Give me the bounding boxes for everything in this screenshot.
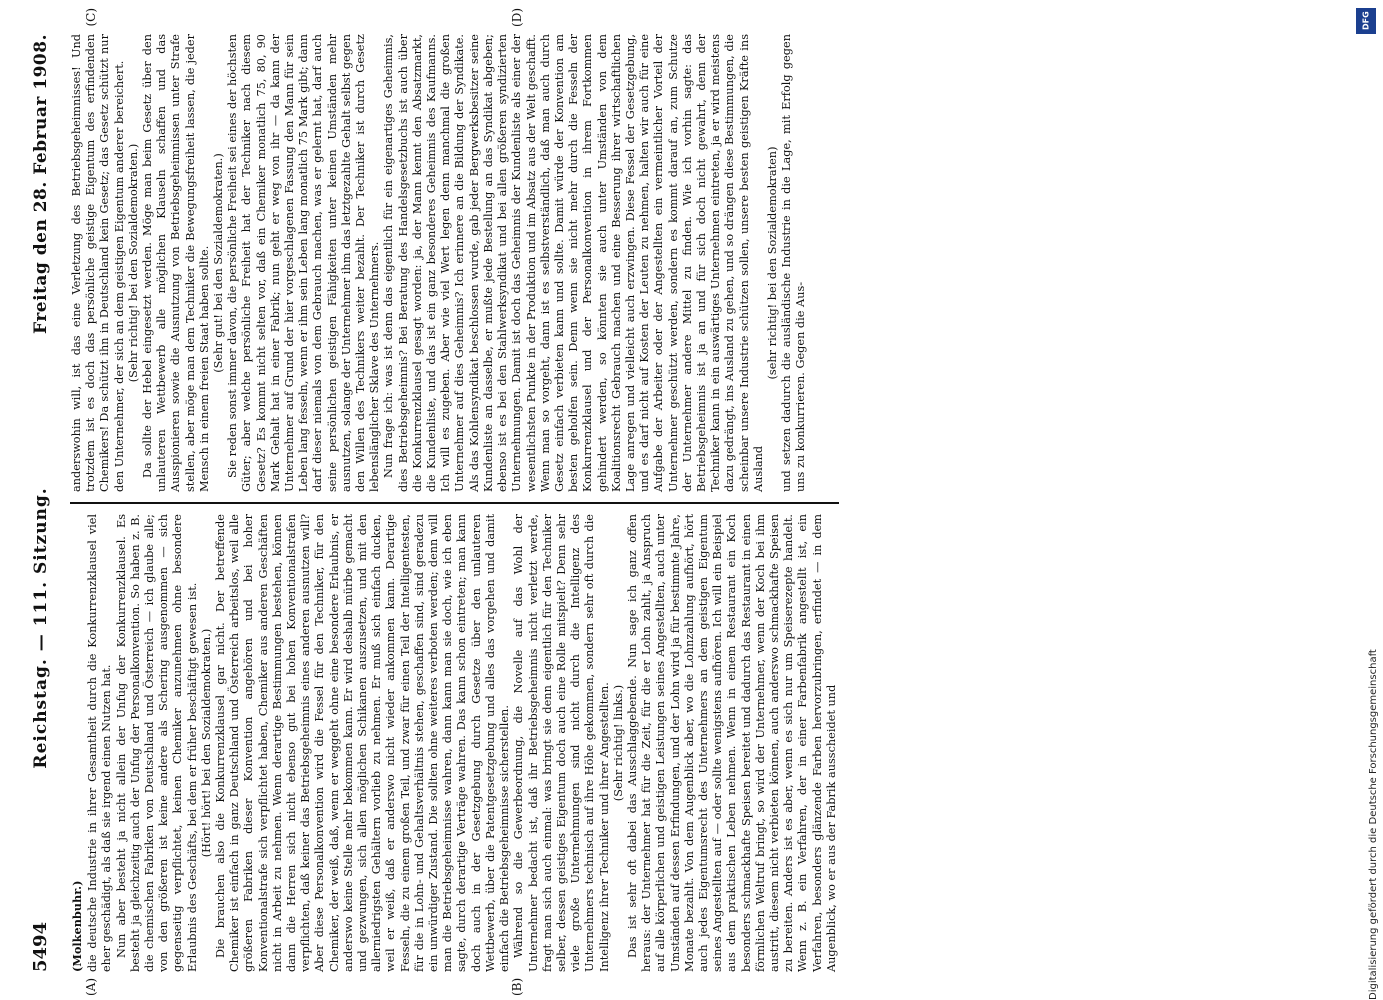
interjection: (sehr richtig! bei den Sozialdemokraten) — [765, 146, 779, 380]
paragraph: und setzen dadurch die ausländische Industrie in die Lage, mit Erfolg gegen uns zu konkurrieren. Gegen die Aus- — [780, 34, 808, 492]
running-head — [30, 34, 66, 972]
right-column — [70, 34, 839, 492]
paragraph: Nun aber besteht ja nicht allein der Unfug der Konkurrenzklausel. Es besteht ja gleichzeitig auch der Unfug der Personalkonvention. So haben z. B. die chemischen Fabriken von Deutschland und Österreich — ich glaube alle; von den größeren ist keine andere als Schering ausgenommen — sich gegenseitig verpflichtet, keinen Chemiker anzunehmen ohne besondere Erlaubnis des Geschäfts, bei dem er früher beschäftigt gewesen ist. — [114, 514, 199, 972]
interjection: (Sehr richtig! bei den Sozialdemokraten.) — [126, 143, 140, 383]
left-column — [70, 514, 839, 972]
paragraph: Sie reden sonst immer davon, die persönliche Freiheit sei eines der höchsten Güter; aber welche persönliche Freiheit hat der Techniker nach diesem Gesetz? Es kommt nicht selten vor, daß ein Chemiker monatlich 75, 80, 90 Mark Gehalt hat in einer Fabrik; nun geht er weg von ihr — da kann der Unternehmer auf Grund der hier vorgeschlagenen Fassung den Mann für sein Leben lang fesseln, wenn er ihm sein Leben lang monatlich 75 Mark gibt; dann darf dieser niemals von dem Gebrauch machen, was er gelernt hat, darf auch seine persönlichen geistigen Fähigkeiten unter keinen Umständen mehr ausnutzen, solange der Unternehmer ihm das letztgezahlte Gehalt selbst gegen den Willen des Technikers weiter bezahlt. Der Techniker ist durch Gesetz lebenslänglicher Sklave des Unternehmers. — [226, 34, 382, 492]
paragraph: die deutsche Industrie in ihrer Gesamtheit durch die Konkurrenzklausel viel eher geschädigt, als daß sie irgend einen Nutzen hat. — [86, 514, 114, 972]
interjection: (Hört! hört! bei den Sozialdemokraten.) — [199, 628, 213, 858]
paragraph: Da sollte der Hebel eingesetzt werden. Möge man beim Gesetz über den unlauteren Wettbewerb alle möglichen Klauseln schaffen und das Ausspionieren sowie die Ausnutzung von Betriebsgeheimnissen unter Strafe stellen, aber möge man dem Techniker die Bewegungsfreiheit lassen, die jeder Mensch in einem freien Staat haben sollte. — [141, 34, 211, 492]
margin-mark-d: (D) — [510, 8, 524, 27]
digitization-credit: Digitalisierung gefördert durch die Deutsche Forschungsgemeinschaft — [1368, 649, 1379, 1000]
paragraph: Nun frage ich: was ist denn das eigentlich für ein eigenartiges Geheimnis, dies Betriebsgeheimnis? Bei Beratung des Handelsgesetzbuchs ist auch über die Konkurrenzklausel gesagt worden: ja, der Mann kennt den Absatzmarkt, die Kundenliste, und das ist ein ganz besonderes Geheimnis des Kaufmanns. Ich will es zugeben. Aber wie viel Wert legen denn manchmal die großen Unternehmer auf dies Geheimnis? Ich erinnere an die Bildung der Syndikate. Als das Kohlensyndikat beschlossen wurde, gab jeder Bergwerksbesitzer seine Kundenliste an dasselbe, er mußte jede Bestellung an das Syndikat abgeben; ebenso ist es bei den Stahlwerksyndikat und bei allen größeren syndizierten Unternehmungen. Damit ist doch das Geheimnis der Kundenliste als einer der wesentlichsten Punkte in der Produktion und im Absatz aus der Welt geschafft. Wenn man so vorgeht, dann ist es selbstverständlich, daß man auch durch Gesetz einfach verbieten kann und sollte. Damit würde der Konvention am besten geholfen sein. Denn wenn sie nicht mehr durch die Fesseln der Konkurrenzklausel und der Personalkonvention in ihrem Fortkommen gehindert werden, so könnten sie auch unter Umständen von dem Koalitionsrecht Gebrauch machen und eine Besserung ihrer wirtschaftlichen Lage anregen und vielleicht auch erzwingen. Diese Fessel der Gesetzgebung, und es darf nicht auf Kosten der Leuten zu nehmen, halten wir auch für eine Aufgabe der Arbeiter oder der Angestellten ein vermeintlicher Vorteil der Unternehmer geschützt werden, sondern es kommt darauf an, zum Schutze der Unternehmer andere Mittel zu finden. Wie ich vorhin sagte: das Betriebsgeheimnis ist ja an und für sich doch nicht gewahrt, denn der Techniker kann in ein auswärtiges Unternehmen eintreten, ja er wird meistens dazu gedrängt, ins Ausland zu gehen, und so drängen diese Bestimmungen, die scheinbar unsere Industrie schützen sollen, unsere besten geistigen Kräfte ins Ausland — [382, 34, 765, 492]
interjection: (Sehr richtig! links.) — [611, 684, 625, 802]
dfg-logo-text: DFG — [1356, 8, 1376, 34]
margin-mark-c: (C) — [84, 8, 98, 27]
paragraph: anderswohin will, ist das eine Verletzung des Betriebsgeheimnisses! Und trotzdem ist es doch das persönliche geistige Eigentum des erfindenden Chemikers! Da schützt ihn in Deutschland kein Gesetz; das Gesetz schützt nur den Unternehmer, der sich an dem geistigen Eigentum anderer bereichert. — [70, 34, 126, 492]
dfg-logo — [1356, 8, 1378, 36]
two-column-body — [70, 8, 839, 996]
paragraph: Das ist sehr oft dabei das Ausschlaggebende. Nun sage ich ganz offen heraus: der Unternehmer hat für die Zeit, für die er Lohn zahlt, ja Anspruch auf alle körperlichen und geistigen Leistungen seines Angestellten, auch unter Umständen auf dessen Erfindungen, und der Lohn wird ja für bestimmte Jahre, Monate bezahlt. Von dem Augenblick aber, wo die Lohnzahlung aufhört, hört auch jedes Eigentumsrecht des Unternehmers an dem geistigen Eigentum seines Angestellten auf — oder sollte wenigstens aufhören. Ich will ein Beispiel aus dem praktischen Leben nehmen. Wenn in einem Restaurant ein Koch besonders schmackhafte Speisen bereitet und dadurch das Restaurant in einen förmlichen Weltruf bringt, so wird der Unternehmer, wenn der Koch bei ihm austritt, diesem nicht verbieten können, auch anderswo schmackhafte Speisen zu bereiten. Anders ist es aber, wenn es sich nur um Speiserezepte handelt. Wenn z. B. ein Verfahren, der in einer Farbenfabrik angestellt ist, ein Verfahren, besonders glänzende Farben hervorzubringen, erfindet — in dem Augenblick, wo er aus der Fabrik ausscheidet und — [625, 514, 838, 972]
paragraph: Während so die Gewerbeordnung, die Novelle auf das Wohl der Unternehmer bedacht ist, daß ihr Betriebsgeheimnis nicht verletzt werde, fragt man sich auch einmal: was bringt sie denn eigentlich für den Techniker selber, dessen geistiges Eigentum doch auch eine Rolle mitspielt? Denn sehr viele große Unternehmungen sind nicht durch die Intelligenz des Unternehmers technisch auf ihre Höhe gekommen, sondern sehr oft durch die Intelligenz ihrer Techniker und ihrer Angestellten. — [512, 514, 611, 972]
interjection: (Sehr gut! bei den Sozialdemokraten.) — [212, 153, 226, 373]
speaker-name: (Molkenbuhr.) — [70, 880, 84, 972]
session-title: Reichstag. — 111. Sitzung. — [31, 487, 51, 769]
margin-mark-b: (B) — [510, 977, 524, 996]
paragraph: Die brauchen also die Konkurrenzklausel gar nicht. Der betreffende Chemiker ist einfach in ganz Deutschland und Österreich arbeitslos, weil alle größeren Fabriken dieser Konvention angehören und bei hoher Konventionalstrafe sich verpflichtet haben, Chemiker aus anderen Geschäften nicht in Arbeit zu nehmen. Wenn derartige Bestimmungen bestehen, können dann die Herren sich nicht ebenso gut bei hohen Konventionalstrafen verpflichten, daß keiner das Betriebsgeheimnis eines anderen ausnutzen will? Aber diese Personalkonvention wird die Fessel für den Techniker, für den Chemiker, der weiß, daß, wenn er weggeht ohne eine besondere Erlaubnis, er anderswo keine Stelle mehr bekommen kann. Er wird deshalb mürbe gemacht und gezwungen, sich allen möglichen Schikanen auszusetzen, und mit den allerniedrigsten Gehältern vorlieb zu nehmen. Er muß sich einfach ducken, weil er weiß, daß er anderswo nicht wieder ankommen kann. Derartige Fesseln, die zu einem großen Teil, und zwar für einen Teil der Intelligentesten, für die in Lohn- und Gehaltsverhältnis stehen, geschaffen sind, sind geradezu ein unwürdiger Zustand. Die sollten ohne weiteres verboten werden; denn will man die Betriebsgeheimnisse wahren, dann kann man sie doch, wie ich eben sagte, durch derartige Verträge wahren. Das kann schon eintreten; man kann doch auch in der Gesetzgebung durch Gesetze über den unlauteren Wettbewerb, über die Patentgesetzgebung und alles das vorgehen und damit einfach die Betriebsgeheimnisse sicherstellen. — [214, 514, 512, 972]
column-divider — [70, 502, 839, 504]
page-number: 5494 — [30, 921, 51, 972]
margin-mark-a: (A) — [84, 977, 98, 996]
session-date: Freitag den 28. Februar 1908. — [31, 34, 51, 334]
